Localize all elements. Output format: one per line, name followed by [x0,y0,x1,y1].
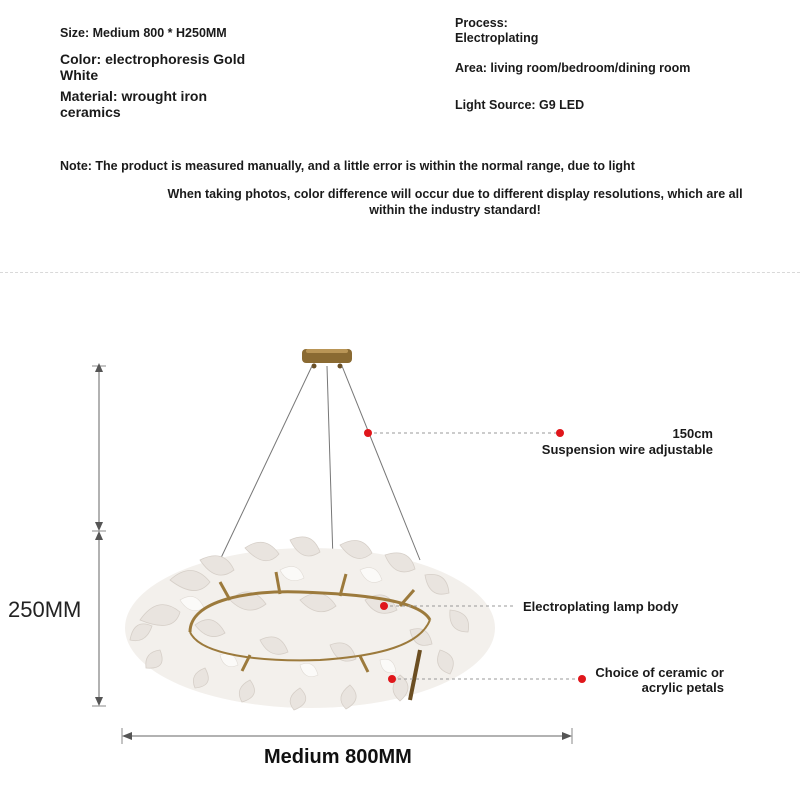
callout-wire-text-block [527,426,713,458]
callout-petals-text-block [586,665,724,695]
spec-material-line2: ceramics [60,104,121,120]
spec-process-line2: Electroplating [455,31,539,45]
height-label: 250MM [8,597,82,622]
callout-wire-value: 150cm [672,426,713,441]
ceiling-canopy [302,349,352,369]
spec-color-line1: Color: electrophoresis Gold [60,51,246,67]
spec-light-source: Light Source: G9 LED [455,98,585,112]
callout-petals-line2: acrylic petals [641,680,724,695]
callout-wire-text: Suspension wire adjustable [541,442,713,457]
petal-wreath [125,537,495,710]
callout-body-text: Electroplating lamp body [523,599,679,614]
note-line1: Note: The product is measured manually, and a little error is within the normal range, due to light [60,159,635,173]
suspension-wires [220,366,420,560]
note-line2: When taking photos, color difference will occur due to different display resolutions, which are all [167,187,743,201]
note-line3: within the industry standard! [369,203,541,217]
spec-color-line2: White [60,67,99,83]
height-dimension [92,363,106,706]
width-label: Medium 800MM [264,746,412,768]
spec-process-line1: Process: [455,16,508,30]
width-dimension [122,728,572,744]
callout-petals-line1: Choice of ceramic or [595,665,724,680]
spec-size: Size: Medium 800 * H250MM [60,26,227,40]
spec-material-line1: Material: wrought iron [60,88,207,104]
spec-area: Area: living room/bedroom/dining room [455,61,691,75]
